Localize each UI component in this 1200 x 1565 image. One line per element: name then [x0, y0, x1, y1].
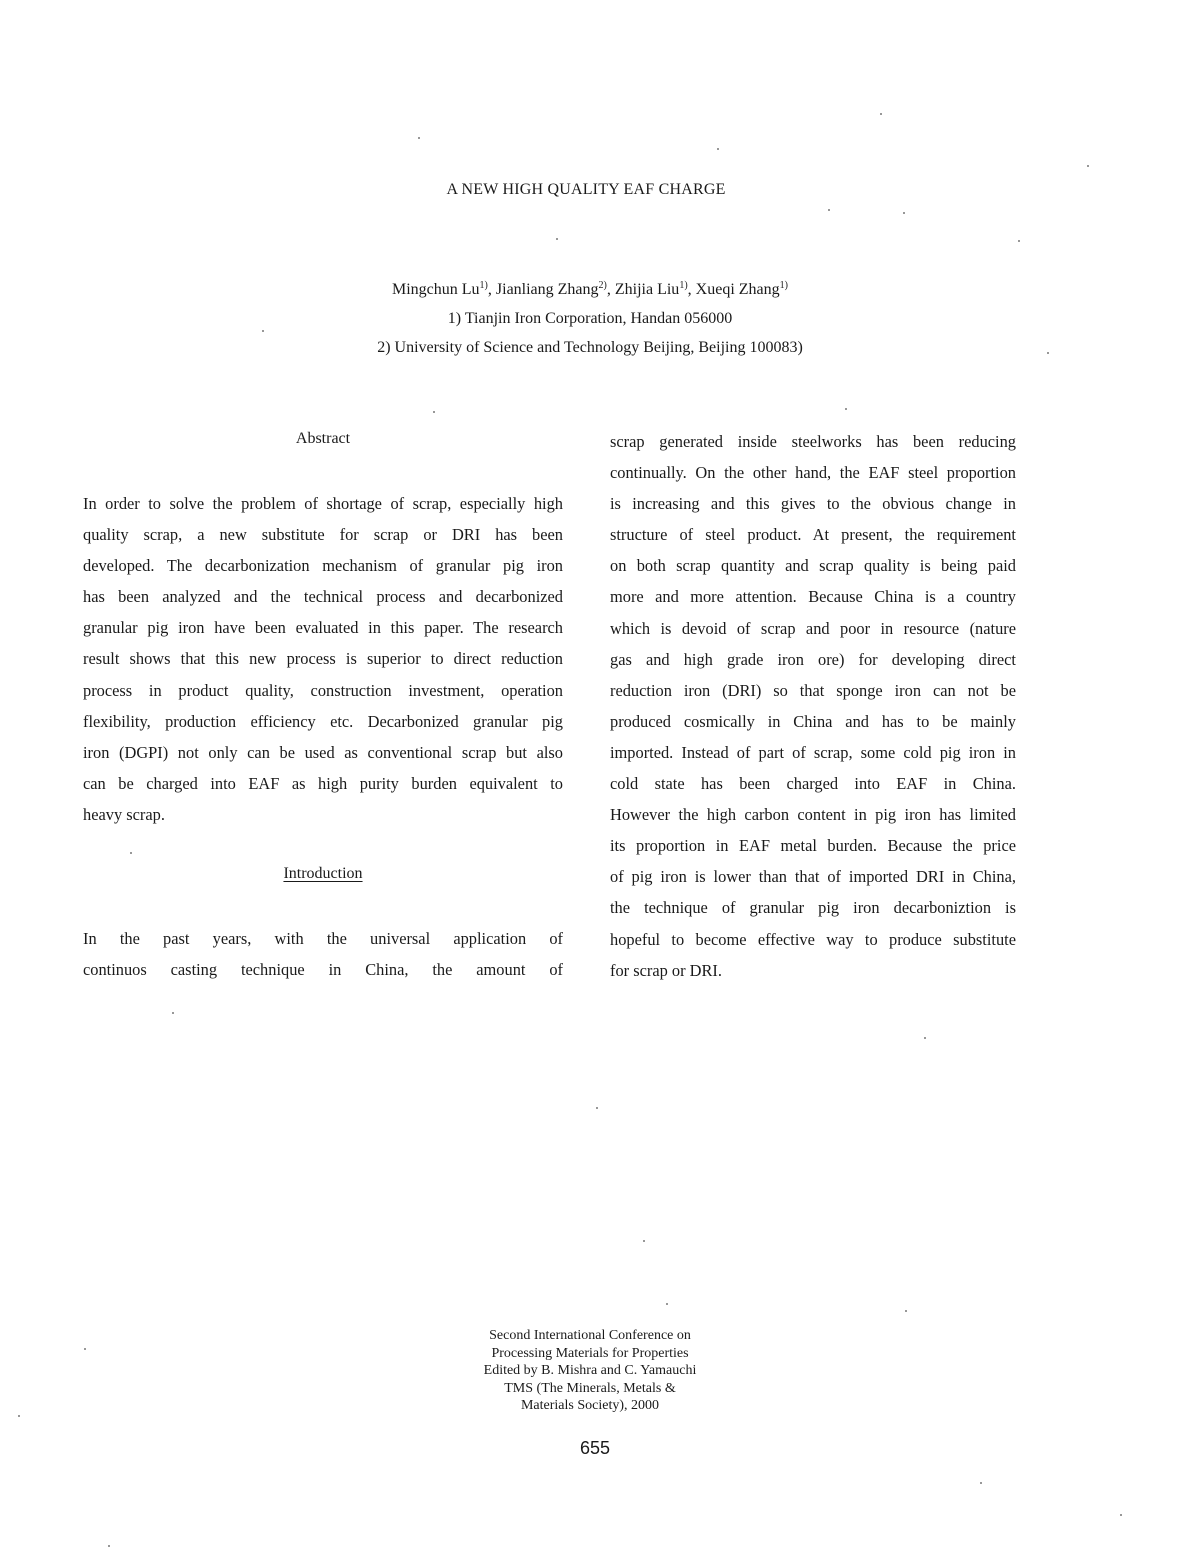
text-line: more and more attention. Because China is a country	[610, 587, 1016, 607]
text-line: has been analyzed and the technical process and decarbonized	[83, 587, 563, 607]
text-line: continuos casting technique in China, the amount of	[83, 960, 563, 980]
author-affiliation-mark: 2)	[598, 280, 607, 291]
scan-speck	[903, 212, 905, 214]
author-name: Xueqi Zhang	[695, 281, 780, 298]
author-affiliation-mark: 1)	[479, 280, 488, 291]
text-line: heavy scrap.	[83, 804, 165, 824]
scan-speck	[643, 1240, 645, 1242]
scan-speck	[880, 113, 882, 115]
text-line: its proportion in EAF metal burden. Because the price	[610, 836, 1016, 856]
scan-speck	[1120, 1514, 1122, 1516]
conference-footer	[0, 1327, 1180, 1415]
footer-line: TMS (The Minerals, Metals &	[504, 1380, 676, 1396]
scan-speck	[717, 148, 719, 150]
scan-speck	[556, 238, 558, 240]
footer-line: Edited by B. Mishra and C. Yamauchi	[483, 1363, 697, 1378]
author-name: Jianliang Zhang	[495, 281, 599, 298]
introduction-body-left	[83, 923, 563, 985]
footer-line: Processing Materials for Properties	[491, 1345, 689, 1361]
text-line: gas and high grade iron ore) for developing direct	[610, 649, 1016, 669]
text-line: flexibility, production efficiency etc. Decarbonized granular pig	[83, 711, 563, 731]
introduction-body-right	[610, 426, 1016, 986]
author-name: Mingchun Lu	[392, 281, 480, 298]
text-line: quality scrap, a new substitute for scrap or DRI has been	[83, 525, 563, 545]
text-line: continually. On the other hand, the EAF steel proportion	[610, 463, 1016, 483]
text-line: process in product quality, construction investment, operation	[83, 680, 563, 700]
introduction-heading: Introduction	[283, 865, 363, 882]
text-line: the technique of granular pig iron decarboniztion is	[610, 898, 1016, 918]
text-line: In order to solve the problem of shortage of scrap, especially high	[83, 494, 563, 513]
author-separator: ,	[606, 281, 615, 298]
text-line: which is devoid of scrap and poor in resource (nature	[610, 618, 1016, 638]
text-line: on both scrap quantity and scrap quality is being paid	[610, 556, 1016, 576]
scan-speck	[828, 209, 830, 211]
scan-speck	[596, 1107, 598, 1109]
author-affiliation-mark: 1)	[779, 280, 788, 291]
author-separator: ,	[687, 281, 696, 298]
text-line: developed. The decarbonization mechanism of granular pig iron	[83, 556, 563, 576]
scan-speck	[18, 1415, 20, 1417]
scan-speck	[433, 411, 435, 413]
affiliation-line: 2) University of Science and Technology Beijing, Beijing 100083)	[377, 339, 803, 356]
scan-speck	[130, 852, 132, 854]
text-line: granular pig iron have been evaluated in this paper. The research	[83, 618, 563, 638]
scan-speck	[924, 1037, 926, 1039]
scan-speck	[1047, 352, 1049, 354]
scan-speck	[262, 330, 264, 332]
scan-speck	[980, 1482, 982, 1484]
text-line: for scrap or DRI.	[610, 960, 722, 980]
text-line: iron (DGPI) not only can be used as conventional scrap but also	[83, 742, 563, 762]
text-line: hopeful to become effective way to produce substitute	[610, 929, 1016, 949]
text-line: of pig iron is lower than that of imported DRI in China,	[610, 867, 1016, 887]
scan-speck	[418, 137, 420, 139]
scan-speck	[1087, 165, 1089, 167]
text-line: scrap generated inside steelworks has been reducing	[610, 432, 1016, 451]
text-line: However the high carbon content in pig iron has limited	[610, 805, 1016, 825]
footer-line: Second International Conference on	[489, 1328, 691, 1343]
paper-title: A NEW HIGH QUALITY EAF CHARGE	[446, 181, 726, 198]
text-line: imported. Instead of part of scrap, some cold pig iron in	[610, 742, 1016, 762]
scan-speck	[905, 1310, 907, 1312]
footer-line: Materials Society), 2000	[520, 1398, 660, 1413]
affiliation-line: 1) Tianjin Iron Corporation, Handan 056000	[447, 310, 733, 327]
text-line: produced cosmically in China and has to be mainly	[610, 711, 1016, 731]
scan-speck	[845, 408, 847, 410]
page-number: 655	[579, 1438, 611, 1458]
abstract-heading: Abstract	[295, 430, 351, 447]
scan-speck	[172, 1012, 174, 1014]
author-block	[0, 275, 1180, 362]
abstract-body	[83, 488, 563, 830]
scan-speck	[1018, 240, 1020, 242]
author-separator: ,	[487, 281, 496, 298]
text-line: cold state has been charged into EAF in China.	[610, 774, 1016, 794]
scan-speck	[84, 1348, 86, 1350]
text-line: can be charged into EAF as high purity burden equivalent to	[83, 773, 563, 793]
text-line: result shows that this new process is superior to direct reduction	[83, 649, 563, 669]
author-name: Zhijia Liu	[614, 281, 680, 298]
text-line: In the past years, with the universal application of	[83, 929, 563, 948]
text-line: is increasing and this gives to the obvious change in	[610, 494, 1016, 514]
scan-speck	[666, 1303, 668, 1305]
text-line: structure of steel product. At present, the requirement	[610, 525, 1016, 545]
scan-speck	[108, 1545, 110, 1547]
author-list	[0, 275, 1180, 304]
author-affiliation-mark: 1)	[679, 280, 688, 291]
text-line: reduction iron (DRI) so that sponge iron can not be	[610, 680, 1016, 700]
